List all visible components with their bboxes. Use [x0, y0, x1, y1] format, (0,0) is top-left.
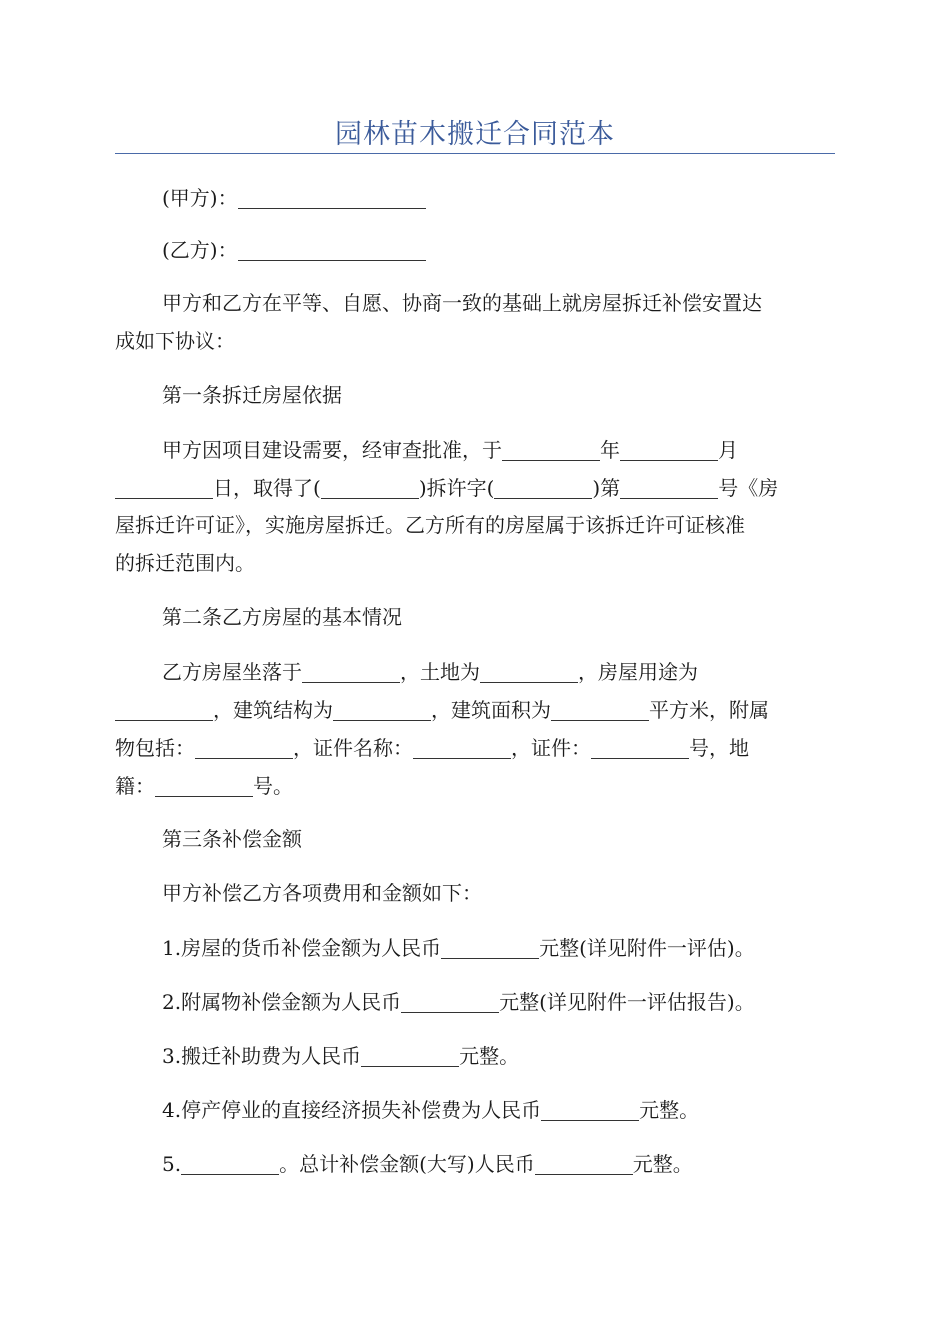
party-a-line [162, 178, 426, 217]
amount-blank [541, 1094, 639, 1121]
article-1-text: 日，取得了( [213, 476, 321, 500]
article-2-text: 籍： [115, 774, 155, 798]
article-1-line-2 [115, 468, 778, 507]
article-2-text: 号。 [253, 774, 293, 798]
party-b-line [162, 230, 426, 269]
article-2-line-4 [115, 766, 293, 805]
party-a-blank [238, 182, 426, 209]
permit-prefix-blank [321, 472, 419, 499]
permit-year-blank [494, 472, 592, 499]
article-2-text: ，证件： [511, 736, 591, 760]
compensation-item-3 [162, 1036, 519, 1075]
article-3-heading: 第三条补偿金额 [162, 827, 302, 851]
item-text: 元整(详见附件一评估报告)。 [499, 990, 755, 1014]
item-text: 元整。 [459, 1044, 520, 1068]
year-blank [502, 434, 600, 461]
article-2-text: 平方米，附属 [649, 698, 769, 722]
article-1-line-4: 的拆迁范围内。 [115, 551, 255, 575]
article-1-line-1 [162, 430, 738, 469]
article-2-text: ，土地为 [400, 660, 480, 684]
article-2-heading: 第二条乙方房屋的基本情况 [162, 605, 402, 629]
amount-blank [401, 986, 499, 1013]
article-1-text: )第 [592, 476, 621, 500]
item-text: 5. [162, 1152, 182, 1176]
month-blank [620, 434, 718, 461]
structure-blank [333, 694, 431, 721]
document-title: 园林苗木搬迁合同范本 [335, 119, 615, 150]
article-2-text: ，证件名称： [293, 736, 413, 760]
article-1-text: 号《房 [718, 476, 779, 500]
certificate-name-blank [413, 732, 511, 759]
article-2-line-1 [162, 652, 698, 691]
day-blank [115, 472, 213, 499]
intro-line-2: 成如下协议： [115, 329, 235, 353]
article-1-text: 甲方因项目建设需要，经审查批准，于 [162, 438, 502, 462]
item-text: 4.停产停业的直接经济损失补偿费为人民币 [162, 1098, 542, 1122]
certificate-number-blank [591, 732, 689, 759]
article-1-text: 年 [600, 438, 620, 462]
attachments-blank [195, 732, 293, 759]
permit-number-blank [620, 472, 718, 499]
compensation-item-4 [162, 1090, 699, 1129]
article-1-text: )拆许字( [418, 476, 495, 500]
usage-blank [115, 694, 213, 721]
article-3-intro: 甲方补偿乙方各项费用和金额如下： [162, 881, 482, 905]
item-text: 元整(详见附件一评估)。 [539, 936, 755, 960]
land-registry-blank [155, 770, 253, 797]
article-2-line-2 [115, 690, 769, 729]
other-item-blank [181, 1148, 279, 1175]
total-amount-blank [535, 1148, 633, 1175]
title-underline [115, 153, 835, 154]
article-2-text: ，建筑结构为 [213, 698, 333, 722]
article-2-line-3 [115, 728, 749, 767]
area-blank [551, 694, 649, 721]
article-1-text: 月 [718, 438, 738, 462]
article-2-text: 乙方房屋坐落于 [162, 660, 302, 684]
party-a-label: (甲方)： [162, 186, 238, 210]
intro-line-1: 甲方和乙方在平等、自愿、协商一致的基础上就房屋拆迁补偿安置达 [162, 291, 762, 315]
item-text: 3.搬迁补助费为人民币 [162, 1044, 362, 1068]
article-2-text: 物包括： [115, 736, 195, 760]
land-blank [480, 656, 578, 683]
article-2-text: ，建筑面积为 [431, 698, 551, 722]
amount-blank [361, 1040, 459, 1067]
article-2-text: ，房屋用途为 [578, 660, 698, 684]
item-text: 元整。 [632, 1152, 693, 1176]
item-text: 2.附属物补偿金额为人民币 [162, 990, 402, 1014]
article-2-text: 号，地 [689, 736, 749, 760]
compensation-item-1 [162, 928, 755, 967]
article-1-heading: 第一条拆迁房屋依据 [162, 383, 342, 407]
party-b-label: (乙方)： [162, 238, 238, 262]
item-text: 元整。 [639, 1098, 700, 1122]
article-1-line-3: 屋拆迁许可证》，实施房屋拆迁。乙方所有的房屋属于该拆迁许可证核准 [115, 513, 745, 537]
compensation-item-2 [162, 982, 755, 1021]
party-b-blank [238, 234, 426, 261]
amount-blank [441, 932, 539, 959]
location-blank [302, 656, 400, 683]
item-text: 1.房屋的货币补偿金额为人民币 [162, 936, 442, 960]
compensation-item-5 [162, 1144, 693, 1183]
item-text: 。总计补偿金额(大写)人民币 [279, 1152, 535, 1176]
